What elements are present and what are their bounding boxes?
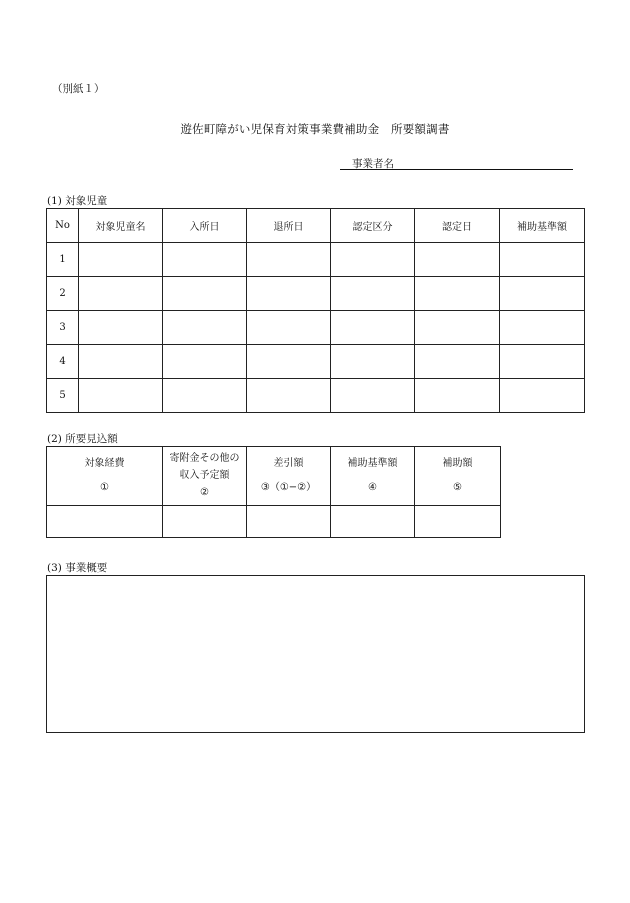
row-number: 3 [47, 311, 79, 345]
row-number: 5 [47, 379, 79, 413]
column-header-admission-date: 入所日 [163, 209, 247, 243]
table-cell[interactable] [79, 243, 163, 277]
column-header-target-cost [47, 447, 163, 506]
table-cell[interactable] [163, 506, 247, 538]
table-cell[interactable] [247, 379, 331, 413]
header-line: 補助基準額 [347, 458, 398, 469]
column-header-base-amount: 補助基準額 [500, 209, 585, 243]
table-cell[interactable] [79, 277, 163, 311]
column-header-subsidy-amount [415, 447, 501, 506]
column-header-certification-class: 認定区分 [331, 209, 415, 243]
table-cell[interactable] [247, 506, 331, 538]
target-children-table [46, 208, 585, 413]
table-cell[interactable] [247, 345, 331, 379]
column-header-leave-date: 退所日 [247, 209, 331, 243]
column-header-no: No [47, 209, 79, 243]
column-header-certification-date: 認定日 [415, 209, 500, 243]
header-line: 補助額 [442, 458, 473, 469]
section-heading-project-overview: (3) 事業概要 [47, 562, 108, 574]
section-heading-target-children: (1) 対象児童 [47, 195, 108, 207]
table-cell[interactable] [331, 379, 415, 413]
section-heading-estimated-amount: (2) 所要見込額 [47, 433, 118, 445]
table-row [47, 243, 585, 277]
table-cell[interactable] [247, 277, 331, 311]
table-cell[interactable] [500, 243, 585, 277]
table-cell[interactable] [415, 379, 500, 413]
header-line: 対象経費 [84, 458, 125, 469]
table-cell[interactable] [415, 243, 500, 277]
table-cell[interactable] [47, 506, 163, 538]
row-number: 4 [47, 345, 79, 379]
table-cell[interactable] [79, 345, 163, 379]
attachment-label: （別紙１） [52, 83, 105, 95]
table-cell[interactable] [163, 345, 247, 379]
column-header-other-income [163, 447, 247, 506]
table-cell[interactable] [79, 311, 163, 345]
header-line: 寄附金その他の [169, 453, 240, 464]
table-cell[interactable] [331, 277, 415, 311]
table-header-row [47, 209, 585, 243]
table-cell[interactable] [163, 243, 247, 277]
table-cell[interactable] [415, 277, 500, 311]
table-cell[interactable] [331, 345, 415, 379]
row-number: 2 [47, 277, 79, 311]
table-cell[interactable] [500, 379, 585, 413]
table-cell[interactable] [247, 311, 331, 345]
column-header-base-amount [331, 447, 415, 506]
row-number: 1 [47, 243, 79, 277]
header-number: ① [100, 482, 109, 493]
table-row [47, 345, 585, 379]
table-row [47, 277, 585, 311]
column-header-difference [247, 447, 331, 506]
table-cell[interactable] [163, 379, 247, 413]
table-cell[interactable] [331, 311, 415, 345]
table-row [47, 506, 501, 538]
table-cell[interactable] [415, 311, 500, 345]
header-number: ② [200, 487, 209, 498]
header-number: ③（①−②） [260, 482, 317, 493]
document-title: 遊佐町障がい児保育対策事業費補助金 所要額調書 [180, 122, 450, 136]
estimated-amount-table [46, 446, 501, 538]
applicant-name-field[interactable] [340, 156, 573, 170]
header-number: ⑤ [453, 482, 462, 493]
table-cell[interactable] [415, 345, 500, 379]
table-row [47, 379, 585, 413]
column-header-child-name: 対象児童名 [79, 209, 163, 243]
table-cell[interactable] [331, 506, 415, 538]
applicant-label: 事業者名 [352, 158, 394, 170]
table-cell[interactable] [500, 311, 585, 345]
header-line: 差引額 [273, 458, 304, 469]
project-overview-box[interactable] [46, 575, 585, 733]
table-cell[interactable] [331, 243, 415, 277]
table-row [47, 311, 585, 345]
header-line: 収入予定額 [179, 470, 230, 481]
table-cell[interactable] [163, 277, 247, 311]
table-cell[interactable] [500, 277, 585, 311]
table-cell[interactable] [500, 345, 585, 379]
table-cell[interactable] [163, 311, 247, 345]
table-cell[interactable] [415, 506, 501, 538]
table-cell[interactable] [247, 243, 331, 277]
table-header-row [47, 447, 501, 506]
table-cell[interactable] [79, 379, 163, 413]
header-number: ④ [368, 482, 377, 493]
